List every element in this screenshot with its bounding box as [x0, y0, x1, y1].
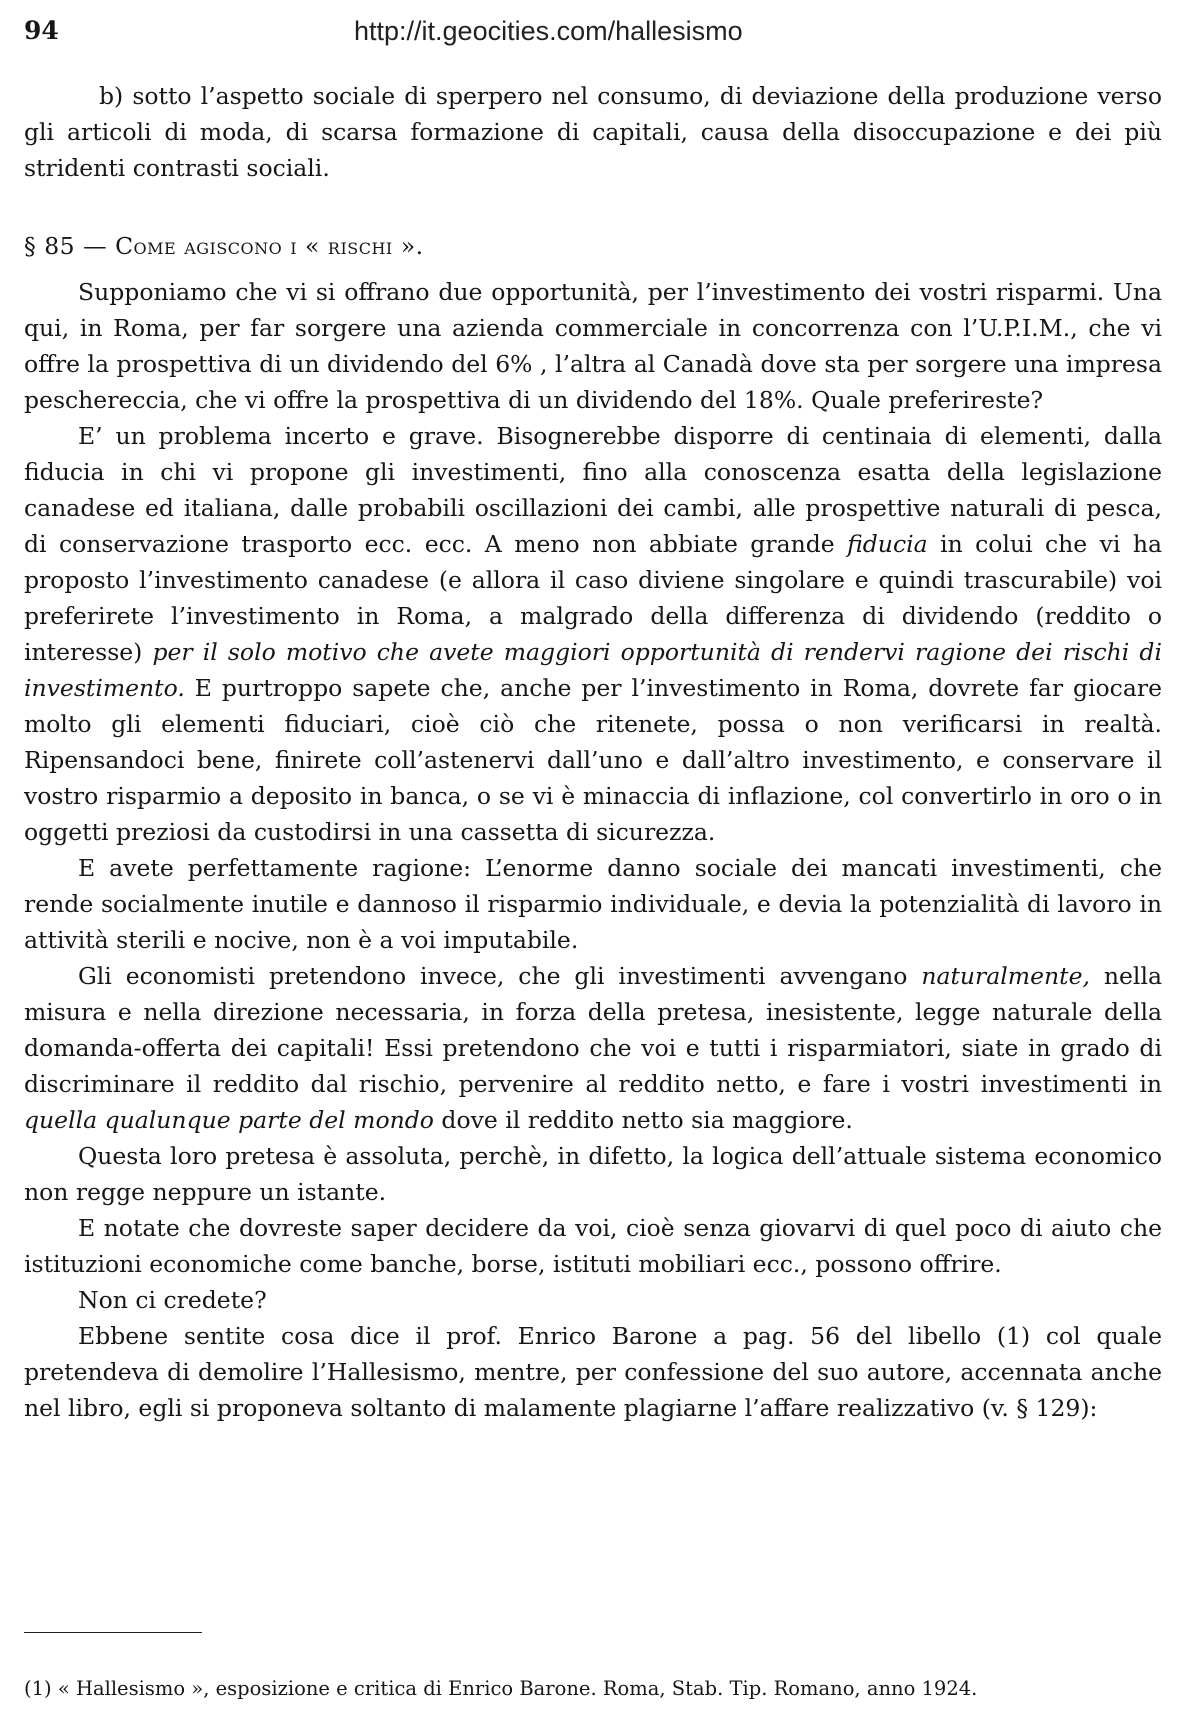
paragraph-4-part-b: nella misura e nella direzione necessaria, in forza della pretesa, inesistente, legge naturale della domanda-offerta dei capitali! Essi pretendono che voi e tutti i risparmiatori, siate in grado di discriminare il reddito dal rischio, pervenire al reddito netto, e fare i vostri investimenti in — [24, 962, 1162, 1098]
paragraph-2 — [24, 418, 1162, 850]
section-heading: § 85 — Come agiscono i « rischi ». — [24, 232, 424, 260]
paragraph-2-part-c: E purtroppo sapete che, anche per l’investimento in Roma, dovrete far giocare molto gli elementi fiduciari, cioè ciò che ritenete, possa o non verificarsi in realtà. Ripensandoci bene, finirete coll’astenervi dall’uno e dall’altro investimento, e conservare il vostro risparmio a deposito in banca, o se vi è minaccia di inflazione, col convertirlo in oro o in oggetti preziosi da custodirsi in una cassetta di sicurezza. — [24, 674, 1162, 846]
paragraph-4 — [24, 958, 1162, 1138]
paragraph-1: Supponiamo che vi si offrano due opportunità, per l’investimento dei vostri risparmi. Una qui, in Roma, per far sorgere una azienda commerciale in concorrenza con l’U.P.I.M., che vi offre la prospettiva di un dividendo del 6% , l’altra al Canadà dove sta per sorgere una impresa peschereccia, che vi offre la prospettiva di un dividendo del 18%. Quale preferireste? — [24, 278, 1162, 414]
source-url: http://it.geocities.com/hallesismo — [354, 16, 743, 46]
intro-paragraph: b) sotto l’aspetto sociale di sperpero nel consumo, di deviazione della produzione verso gli articoli di moda, di scarsa formazione di capitali, causa della disoccupazione e dei più stridenti contrasti sociali. — [24, 82, 1162, 182]
paragraph-5: Questa loro pretesa è assoluta, perchè, in difetto, la logica dell’attuale sistema economico non regge neppure un istante. — [24, 1142, 1162, 1206]
page-number: 94 — [24, 16, 59, 45]
paragraph-8: Ebbene sentite cosa dice il prof. Enrico Barone a pag. 56 del libello (1) col quale pretendeva di demolire l’Hallesismo, mentre, per confessione del suo autore, accennata anche nel libro, egli si proponeva soltanto di malamente plagiarne l’affare realizzativo (v. § 129): — [24, 1322, 1162, 1422]
paragraph-2-part-b: in colui che vi ha proposto l’investimento canadese (e allora il caso diviene singolare e quindi trascurabile) voi preferirete l’investimento in Roma, a malgrado della differenza di dividendo (reddito o interesse) — [24, 530, 1162, 666]
body-text — [24, 78, 1162, 1426]
page-header — [24, 14, 1163, 54]
paragraph-6: E notate che dovreste saper decidere da voi, cioè senza giovarvi di quel poco di aiuto che istituzioni economiche come banche, borse, istituti mobiliari ecc., possono offrire. — [24, 1214, 1162, 1278]
footnote-divider — [24, 1632, 202, 1633]
paragraph-4-italic-2: quella qualunque parte del mondo — [24, 1106, 434, 1134]
paragraph-7: Non ci credete? — [78, 1286, 267, 1314]
footnote: (1) « Hallesismo », esposizione e critica di Enrico Barone. Roma, Stab. Tip. Romano, anno 1924. — [24, 1677, 978, 1700]
paragraph-3: E avete perfettamente ragione: L’enorme danno sociale dei mancati investimenti, che rende socialmente inutile e dannoso il risparmio individuale, e devia la potenzialità di lavoro in attività sterili e nocive, non è a voi imputabile. — [24, 854, 1162, 954]
paragraph-2-part-a: E’ un problema incerto e grave. Bisognerebbe disporre di centinaia di elementi, dalla fiducia in chi vi propone gli investimenti, fino alla conoscenza esatta della legislazione canadese ed italiana, dalle probabili oscillazioni dei cambi, alle prospettive naturali di pesca, di conservazione trasporto ecc. ecc. A meno non abbiate grande — [24, 422, 1162, 558]
paragraph-4-italic-1: naturalmente, — [921, 962, 1090, 990]
paragraph-2-italic-1: fiducia — [847, 530, 928, 558]
paragraph-4-part-a: Gli economisti pretendono invece, che gli investimenti avvengano — [78, 962, 908, 990]
paragraph-2-italic-2: per il solo motivo che avete maggiori opportunità di rendervi ragione dei rischi di investimento. — [24, 638, 1162, 702]
paragraph-4-part-c: dove il reddito netto sia maggiore. — [441, 1106, 853, 1134]
